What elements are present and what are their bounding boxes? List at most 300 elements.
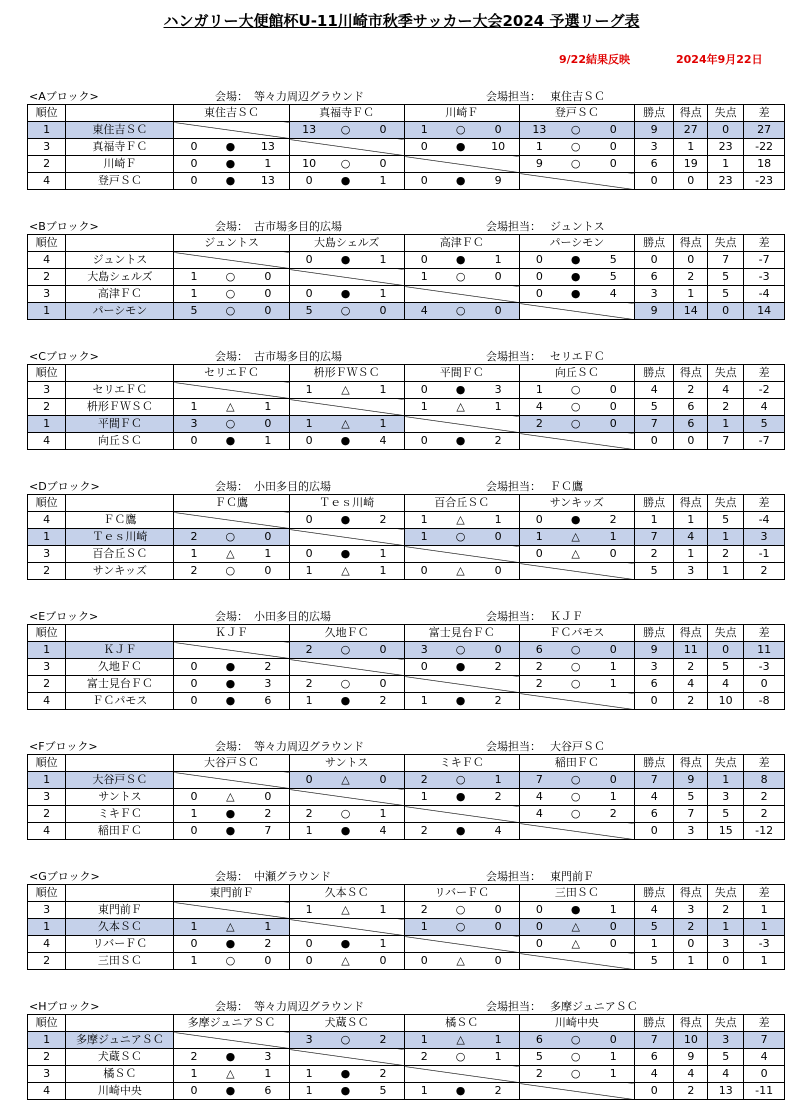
- result-mark-cell: △: [214, 789, 248, 806]
- score-for-cell: 1: [404, 919, 444, 936]
- diff-cell: 0: [744, 676, 785, 693]
- points-cell: 1: [634, 512, 674, 529]
- rank-cell: 2: [28, 676, 66, 693]
- result-mark-cell: ○: [214, 416, 248, 433]
- result-mark-cell: ○: [444, 902, 478, 919]
- score-for-cell: 4: [519, 806, 559, 823]
- conceded-cell: 23: [708, 173, 744, 190]
- table-row: [28, 823, 785, 840]
- rank-cell: 1: [28, 122, 66, 139]
- rank-cell: 3: [28, 286, 66, 303]
- score-for-cell: 0: [404, 139, 444, 156]
- table-row: [28, 303, 785, 320]
- goals-cell: 1: [674, 139, 708, 156]
- result-mark-cell: ○: [329, 303, 363, 320]
- table-row: [28, 919, 785, 936]
- score-against-cell: 4: [362, 433, 404, 450]
- table-row: [28, 772, 785, 789]
- score-for-cell: 2: [519, 416, 559, 433]
- score-against-cell: 0: [477, 642, 519, 659]
- score-for-cell: 1: [289, 1083, 329, 1100]
- rank-cell: 4: [28, 823, 66, 840]
- conceded-cell: 23: [708, 139, 744, 156]
- score-for-cell: 0: [289, 546, 329, 563]
- conceded-cell: 5: [708, 806, 744, 823]
- score-against-cell: 0: [593, 546, 635, 563]
- score-against-cell: 1: [362, 382, 404, 399]
- score-for-cell: 1: [174, 546, 214, 563]
- score-for-cell: 9: [519, 156, 559, 173]
- self-match-cell: [404, 546, 519, 563]
- diff-cell: -23: [744, 173, 785, 190]
- score-for-cell: 1: [404, 122, 444, 139]
- rank-cell: 4: [28, 936, 66, 953]
- conceded-cell: 4: [708, 382, 744, 399]
- opponent-header: 登戸ＳＣ: [519, 105, 634, 122]
- rank-header: 順位: [28, 885, 66, 902]
- score-against-cell: 1: [247, 156, 289, 173]
- score-for-cell: 2: [519, 659, 559, 676]
- opponent-header: サントス: [289, 755, 404, 772]
- conceded-cell: 2: [708, 399, 744, 416]
- diff-cell: -7: [744, 252, 785, 269]
- result-mark-cell: ○: [444, 122, 478, 139]
- goals-header: 得点: [674, 495, 708, 512]
- league-table: [27, 754, 785, 840]
- self-match-cell: [519, 693, 634, 710]
- goals-cell: 6: [674, 399, 708, 416]
- score-for-cell: 2: [174, 1049, 214, 1066]
- conceded-cell: 3: [708, 936, 744, 953]
- result-mark-cell: △: [214, 399, 248, 416]
- table-row: [28, 173, 785, 190]
- result-mark-cell: ●: [559, 252, 593, 269]
- team-name-cell: 富士見台ＦＣ: [66, 676, 174, 693]
- points-cell: 0: [634, 173, 674, 190]
- self-match-cell: [519, 173, 634, 190]
- venue-label: 会場：: [215, 90, 248, 103]
- score-for-cell: 0: [519, 252, 559, 269]
- score-for-cell: 0: [289, 433, 329, 450]
- rank-cell: 4: [28, 1083, 66, 1100]
- header-row: [28, 235, 785, 252]
- result-mark-cell: ○: [444, 1049, 478, 1066]
- venue-label: 会場：: [215, 610, 248, 623]
- goals-cell: 3: [674, 902, 708, 919]
- points-header: 勝点: [634, 755, 674, 772]
- result-mark-cell: △: [214, 1066, 248, 1083]
- result-mark-cell: ○: [329, 642, 363, 659]
- result-mark-cell: △: [444, 1032, 478, 1049]
- score-for-cell: 4: [519, 399, 559, 416]
- manager-label: 会場担当：: [486, 1000, 541, 1013]
- result-mark-cell: ●: [444, 433, 478, 450]
- points-cell: 0: [634, 693, 674, 710]
- conceded-header: 失点: [708, 885, 744, 902]
- score-for-cell: 2: [289, 676, 329, 693]
- points-cell: 4: [634, 902, 674, 919]
- venue-label: 会場：: [215, 740, 248, 753]
- diff-header: 差: [744, 625, 785, 642]
- goals-cell: 4: [674, 1066, 708, 1083]
- header-row: [28, 755, 785, 772]
- points-cell: 0: [634, 1083, 674, 1100]
- self-match-cell: [404, 936, 519, 953]
- score-against-cell: 4: [362, 823, 404, 840]
- points-cell: 0: [634, 823, 674, 840]
- rank-header: 順位: [28, 1015, 66, 1032]
- result-mark-cell: ●: [329, 1083, 363, 1100]
- conceded-cell: 2: [708, 902, 744, 919]
- self-match-cell: [289, 399, 404, 416]
- result-mark-cell: ○: [559, 806, 593, 823]
- date-label: 2024年9月22日: [676, 53, 763, 66]
- block-name: <Cブロック>: [29, 350, 99, 363]
- diff-header: 差: [744, 885, 785, 902]
- team-name-cell: サンキッズ: [66, 563, 174, 580]
- score-against-cell: 0: [593, 772, 635, 789]
- score-for-cell: 1: [404, 269, 444, 286]
- score-for-cell: 0: [289, 286, 329, 303]
- manager-label: 会場担当：: [486, 220, 541, 233]
- manager-label: 会場担当：: [486, 870, 541, 883]
- score-for-cell: 0: [404, 953, 444, 970]
- result-mark-cell: ●: [329, 512, 363, 529]
- conceded-header: 失点: [708, 1015, 744, 1032]
- score-against-cell: 10: [477, 139, 519, 156]
- diff-cell: 2: [744, 789, 785, 806]
- venue-name: 中瀬グラウンド: [254, 870, 331, 883]
- table-row: [28, 399, 785, 416]
- points-cell: 7: [634, 772, 674, 789]
- goals-cell: 2: [674, 693, 708, 710]
- team-name-cell: Ｔｅｓ川崎: [66, 529, 174, 546]
- conceded-cell: 1: [708, 772, 744, 789]
- score-for-cell: 0: [519, 902, 559, 919]
- manager-name: 東住吉ＳＣ: [550, 90, 605, 103]
- points-header: 勝点: [634, 885, 674, 902]
- score-for-cell: 2: [289, 806, 329, 823]
- result-mark-cell: ●: [214, 156, 248, 173]
- result-mark-cell: ○: [444, 529, 478, 546]
- result-mark-cell: △: [214, 919, 248, 936]
- goals-header: 得点: [674, 625, 708, 642]
- score-against-cell: 0: [593, 156, 635, 173]
- table-row: [28, 156, 785, 173]
- score-against-cell: 1: [593, 902, 635, 919]
- diff-cell: 1: [744, 902, 785, 919]
- table-row: [28, 252, 785, 269]
- score-for-cell: 2: [519, 676, 559, 693]
- goals-cell: 11: [674, 642, 708, 659]
- score-for-cell: 0: [289, 953, 329, 970]
- result-mark-cell: ●: [444, 659, 478, 676]
- team-name-cell: 川崎Ｆ: [66, 156, 174, 173]
- table-row: [28, 789, 785, 806]
- goals-cell: 0: [674, 173, 708, 190]
- goals-cell: 9: [674, 772, 708, 789]
- opponent-header: 真福寺ＦＣ: [289, 105, 404, 122]
- opponent-header: ミキＦＣ: [404, 755, 519, 772]
- points-cell: 3: [634, 286, 674, 303]
- self-match-cell: [519, 823, 634, 840]
- score-against-cell: 1: [362, 252, 404, 269]
- score-for-cell: 2: [174, 529, 214, 546]
- diff-cell: -1: [744, 546, 785, 563]
- score-for-cell: 0: [289, 173, 329, 190]
- conceded-cell: 5: [708, 1049, 744, 1066]
- self-match-cell: [289, 659, 404, 676]
- table-row: [28, 433, 785, 450]
- team-name-cell: 久本ＳＣ: [66, 919, 174, 936]
- opponent-header: ＦＣ鷹: [174, 495, 289, 512]
- score-against-cell: 1: [362, 173, 404, 190]
- venue-name: 古市場多目的広場: [254, 350, 342, 363]
- rank-header: 順位: [28, 365, 66, 382]
- rank-cell: 1: [28, 772, 66, 789]
- result-mark-cell: ●: [214, 1049, 248, 1066]
- score-for-cell: 1: [289, 563, 329, 580]
- diff-cell: -4: [744, 286, 785, 303]
- rank-cell: 2: [28, 399, 66, 416]
- self-match-cell: [404, 806, 519, 823]
- score-against-cell: 2: [477, 433, 519, 450]
- table-row: [28, 512, 785, 529]
- header-row: [28, 105, 785, 122]
- manager-label: 会場担当：: [486, 610, 541, 623]
- conceded-header: 失点: [708, 365, 744, 382]
- goals-cell: 3: [674, 823, 708, 840]
- score-against-cell: 1: [477, 252, 519, 269]
- venue-label: 会場：: [215, 870, 248, 883]
- result-mark-cell: △: [329, 416, 363, 433]
- table-row: [28, 1049, 785, 1066]
- score-against-cell: 1: [593, 1066, 635, 1083]
- score-against-cell: 0: [247, 269, 289, 286]
- result-mark-cell: ●: [444, 823, 478, 840]
- rank-header: 順位: [28, 625, 66, 642]
- result-mark-cell: ○: [444, 269, 478, 286]
- diff-cell: 5: [744, 416, 785, 433]
- self-match-cell: [174, 382, 289, 399]
- self-match-cell: [174, 122, 289, 139]
- score-for-cell: 0: [404, 173, 444, 190]
- points-cell: 4: [634, 1066, 674, 1083]
- score-for-cell: 0: [404, 382, 444, 399]
- rank-cell: 3: [28, 382, 66, 399]
- diff-header: 差: [744, 365, 785, 382]
- score-against-cell: 0: [477, 529, 519, 546]
- opponent-header: 川崎中央: [519, 1015, 634, 1032]
- result-mark-cell: ○: [444, 919, 478, 936]
- opponent-header: 大谷戸ＳＣ: [174, 755, 289, 772]
- score-for-cell: 0: [174, 676, 214, 693]
- league-table: [27, 624, 785, 710]
- score-for-cell: 1: [404, 693, 444, 710]
- score-against-cell: 2: [362, 1066, 404, 1083]
- result-mark-cell: ●: [444, 789, 478, 806]
- opponent-header: 稲田ＦＣ: [519, 755, 634, 772]
- score-for-cell: 1: [174, 919, 214, 936]
- conceded-cell: 2: [708, 546, 744, 563]
- score-against-cell: 0: [593, 642, 635, 659]
- self-match-cell: [404, 416, 519, 433]
- team-name-cell: パーシモン: [66, 303, 174, 320]
- conceded-cell: 13: [708, 1083, 744, 1100]
- result-mark-cell: ●: [214, 823, 248, 840]
- score-for-cell: 4: [519, 789, 559, 806]
- goals-cell: 3: [674, 563, 708, 580]
- result-mark-cell: ○: [214, 563, 248, 580]
- rank-cell: 1: [28, 416, 66, 433]
- team-name-cell: 大島シェルズ: [66, 269, 174, 286]
- table-row: [28, 1083, 785, 1100]
- score-against-cell: 0: [593, 139, 635, 156]
- team-name-cell: サントス: [66, 789, 174, 806]
- score-against-cell: 0: [362, 156, 404, 173]
- opponent-header: 東門前Ｆ: [174, 885, 289, 902]
- result-mark-cell: ○: [329, 122, 363, 139]
- team-name-cell: ＦＣ鷹: [66, 512, 174, 529]
- result-mark-cell: △: [444, 953, 478, 970]
- table-row: [28, 1066, 785, 1083]
- score-for-cell: 6: [519, 1032, 559, 1049]
- score-for-cell: 1: [174, 269, 214, 286]
- score-for-cell: 0: [404, 252, 444, 269]
- result-mark-cell: △: [329, 563, 363, 580]
- diff-cell: 8: [744, 772, 785, 789]
- opponent-header: 橘ＳＣ: [404, 1015, 519, 1032]
- table-row: [28, 936, 785, 953]
- score-against-cell: 0: [247, 789, 289, 806]
- score-for-cell: 1: [519, 139, 559, 156]
- score-for-cell: 5: [289, 303, 329, 320]
- opponent-header: 多摩ジュニアＳＣ: [174, 1015, 289, 1032]
- score-for-cell: 1: [289, 382, 329, 399]
- opponent-header: セリエＦＣ: [174, 365, 289, 382]
- result-mark-cell: ●: [329, 433, 363, 450]
- rank-cell: 4: [28, 433, 66, 450]
- score-for-cell: 4: [404, 303, 444, 320]
- score-for-cell: 0: [519, 286, 559, 303]
- conceded-cell: 5: [708, 659, 744, 676]
- score-for-cell: 0: [404, 433, 444, 450]
- diff-cell: 0: [744, 1066, 785, 1083]
- points-cell: 9: [634, 122, 674, 139]
- score-against-cell: 1: [593, 1049, 635, 1066]
- self-match-cell: [404, 1066, 519, 1083]
- score-against-cell: 1: [593, 789, 635, 806]
- points-cell: 7: [634, 416, 674, 433]
- diff-cell: -22: [744, 139, 785, 156]
- result-mark-cell: △: [444, 512, 478, 529]
- header-row: [28, 365, 785, 382]
- rank-cell: 3: [28, 139, 66, 156]
- diff-cell: 18: [744, 156, 785, 173]
- diff-cell: 27: [744, 122, 785, 139]
- opponent-header: サンキッズ: [519, 495, 634, 512]
- score-against-cell: 0: [477, 919, 519, 936]
- score-against-cell: 2: [477, 693, 519, 710]
- rank-cell: 2: [28, 806, 66, 823]
- score-against-cell: 4: [593, 286, 635, 303]
- score-for-cell: 6: [519, 642, 559, 659]
- opponent-header: 枡形ＦＷＳＣ: [289, 365, 404, 382]
- diff-header: 差: [744, 755, 785, 772]
- result-mark-cell: ●: [329, 693, 363, 710]
- score-against-cell: 7: [247, 823, 289, 840]
- points-cell: 3: [634, 659, 674, 676]
- score-for-cell: 5: [174, 303, 214, 320]
- self-match-cell: [404, 286, 519, 303]
- manager-label: 会場担当：: [486, 350, 541, 363]
- block-name: <Hブロック>: [29, 1000, 100, 1013]
- rank-cell: 3: [28, 546, 66, 563]
- conceded-cell: 15: [708, 823, 744, 840]
- result-mark-cell: ●: [214, 806, 248, 823]
- goals-cell: 6: [674, 416, 708, 433]
- points-cell: 6: [634, 676, 674, 693]
- goals-cell: 4: [674, 676, 708, 693]
- rank-cell: 1: [28, 919, 66, 936]
- venue-name: 小田多目的広場: [254, 480, 331, 493]
- table-row: [28, 529, 785, 546]
- score-for-cell: 1: [519, 382, 559, 399]
- diff-cell: -3: [744, 936, 785, 953]
- points-cell: 7: [634, 529, 674, 546]
- goals-header: 得点: [674, 885, 708, 902]
- points-cell: 6: [634, 1049, 674, 1066]
- goals-header: 得点: [674, 235, 708, 252]
- self-match-cell: [174, 642, 289, 659]
- result-mark-cell: ●: [214, 433, 248, 450]
- score-for-cell: 13: [289, 122, 329, 139]
- header-row: [28, 1015, 785, 1032]
- result-mark-cell: △: [329, 953, 363, 970]
- points-cell: 0: [634, 433, 674, 450]
- conceded-cell: 0: [708, 642, 744, 659]
- score-for-cell: 10: [289, 156, 329, 173]
- score-against-cell: 1: [477, 1049, 519, 1066]
- score-for-cell: 1: [404, 1083, 444, 1100]
- points-cell: 9: [634, 303, 674, 320]
- venue-label: 会場：: [215, 480, 248, 493]
- score-for-cell: 1: [289, 416, 329, 433]
- score-for-cell: 2: [519, 1066, 559, 1083]
- result-mark-cell: ●: [559, 286, 593, 303]
- result-mark-cell: ●: [559, 512, 593, 529]
- score-for-cell: 2: [174, 563, 214, 580]
- score-against-cell: 0: [477, 269, 519, 286]
- score-for-cell: 0: [404, 563, 444, 580]
- result-mark-cell: ○: [559, 789, 593, 806]
- score-for-cell: 5: [519, 1049, 559, 1066]
- conceded-header: 失点: [708, 755, 744, 772]
- team-name-cell: 百合丘ＳＣ: [66, 546, 174, 563]
- score-against-cell: 1: [247, 433, 289, 450]
- opponent-header: ジュントス: [174, 235, 289, 252]
- venue-label: 会場：: [215, 1000, 248, 1013]
- score-against-cell: 5: [362, 1083, 404, 1100]
- score-against-cell: 0: [477, 563, 519, 580]
- score-against-cell: 0: [247, 303, 289, 320]
- self-match-cell: [519, 563, 634, 580]
- self-match-cell: [289, 269, 404, 286]
- score-for-cell: 1: [289, 902, 329, 919]
- score-for-cell: 1: [174, 953, 214, 970]
- self-match-cell: [519, 953, 634, 970]
- team-name-cell: 多摩ジュニアＳＣ: [66, 1032, 174, 1049]
